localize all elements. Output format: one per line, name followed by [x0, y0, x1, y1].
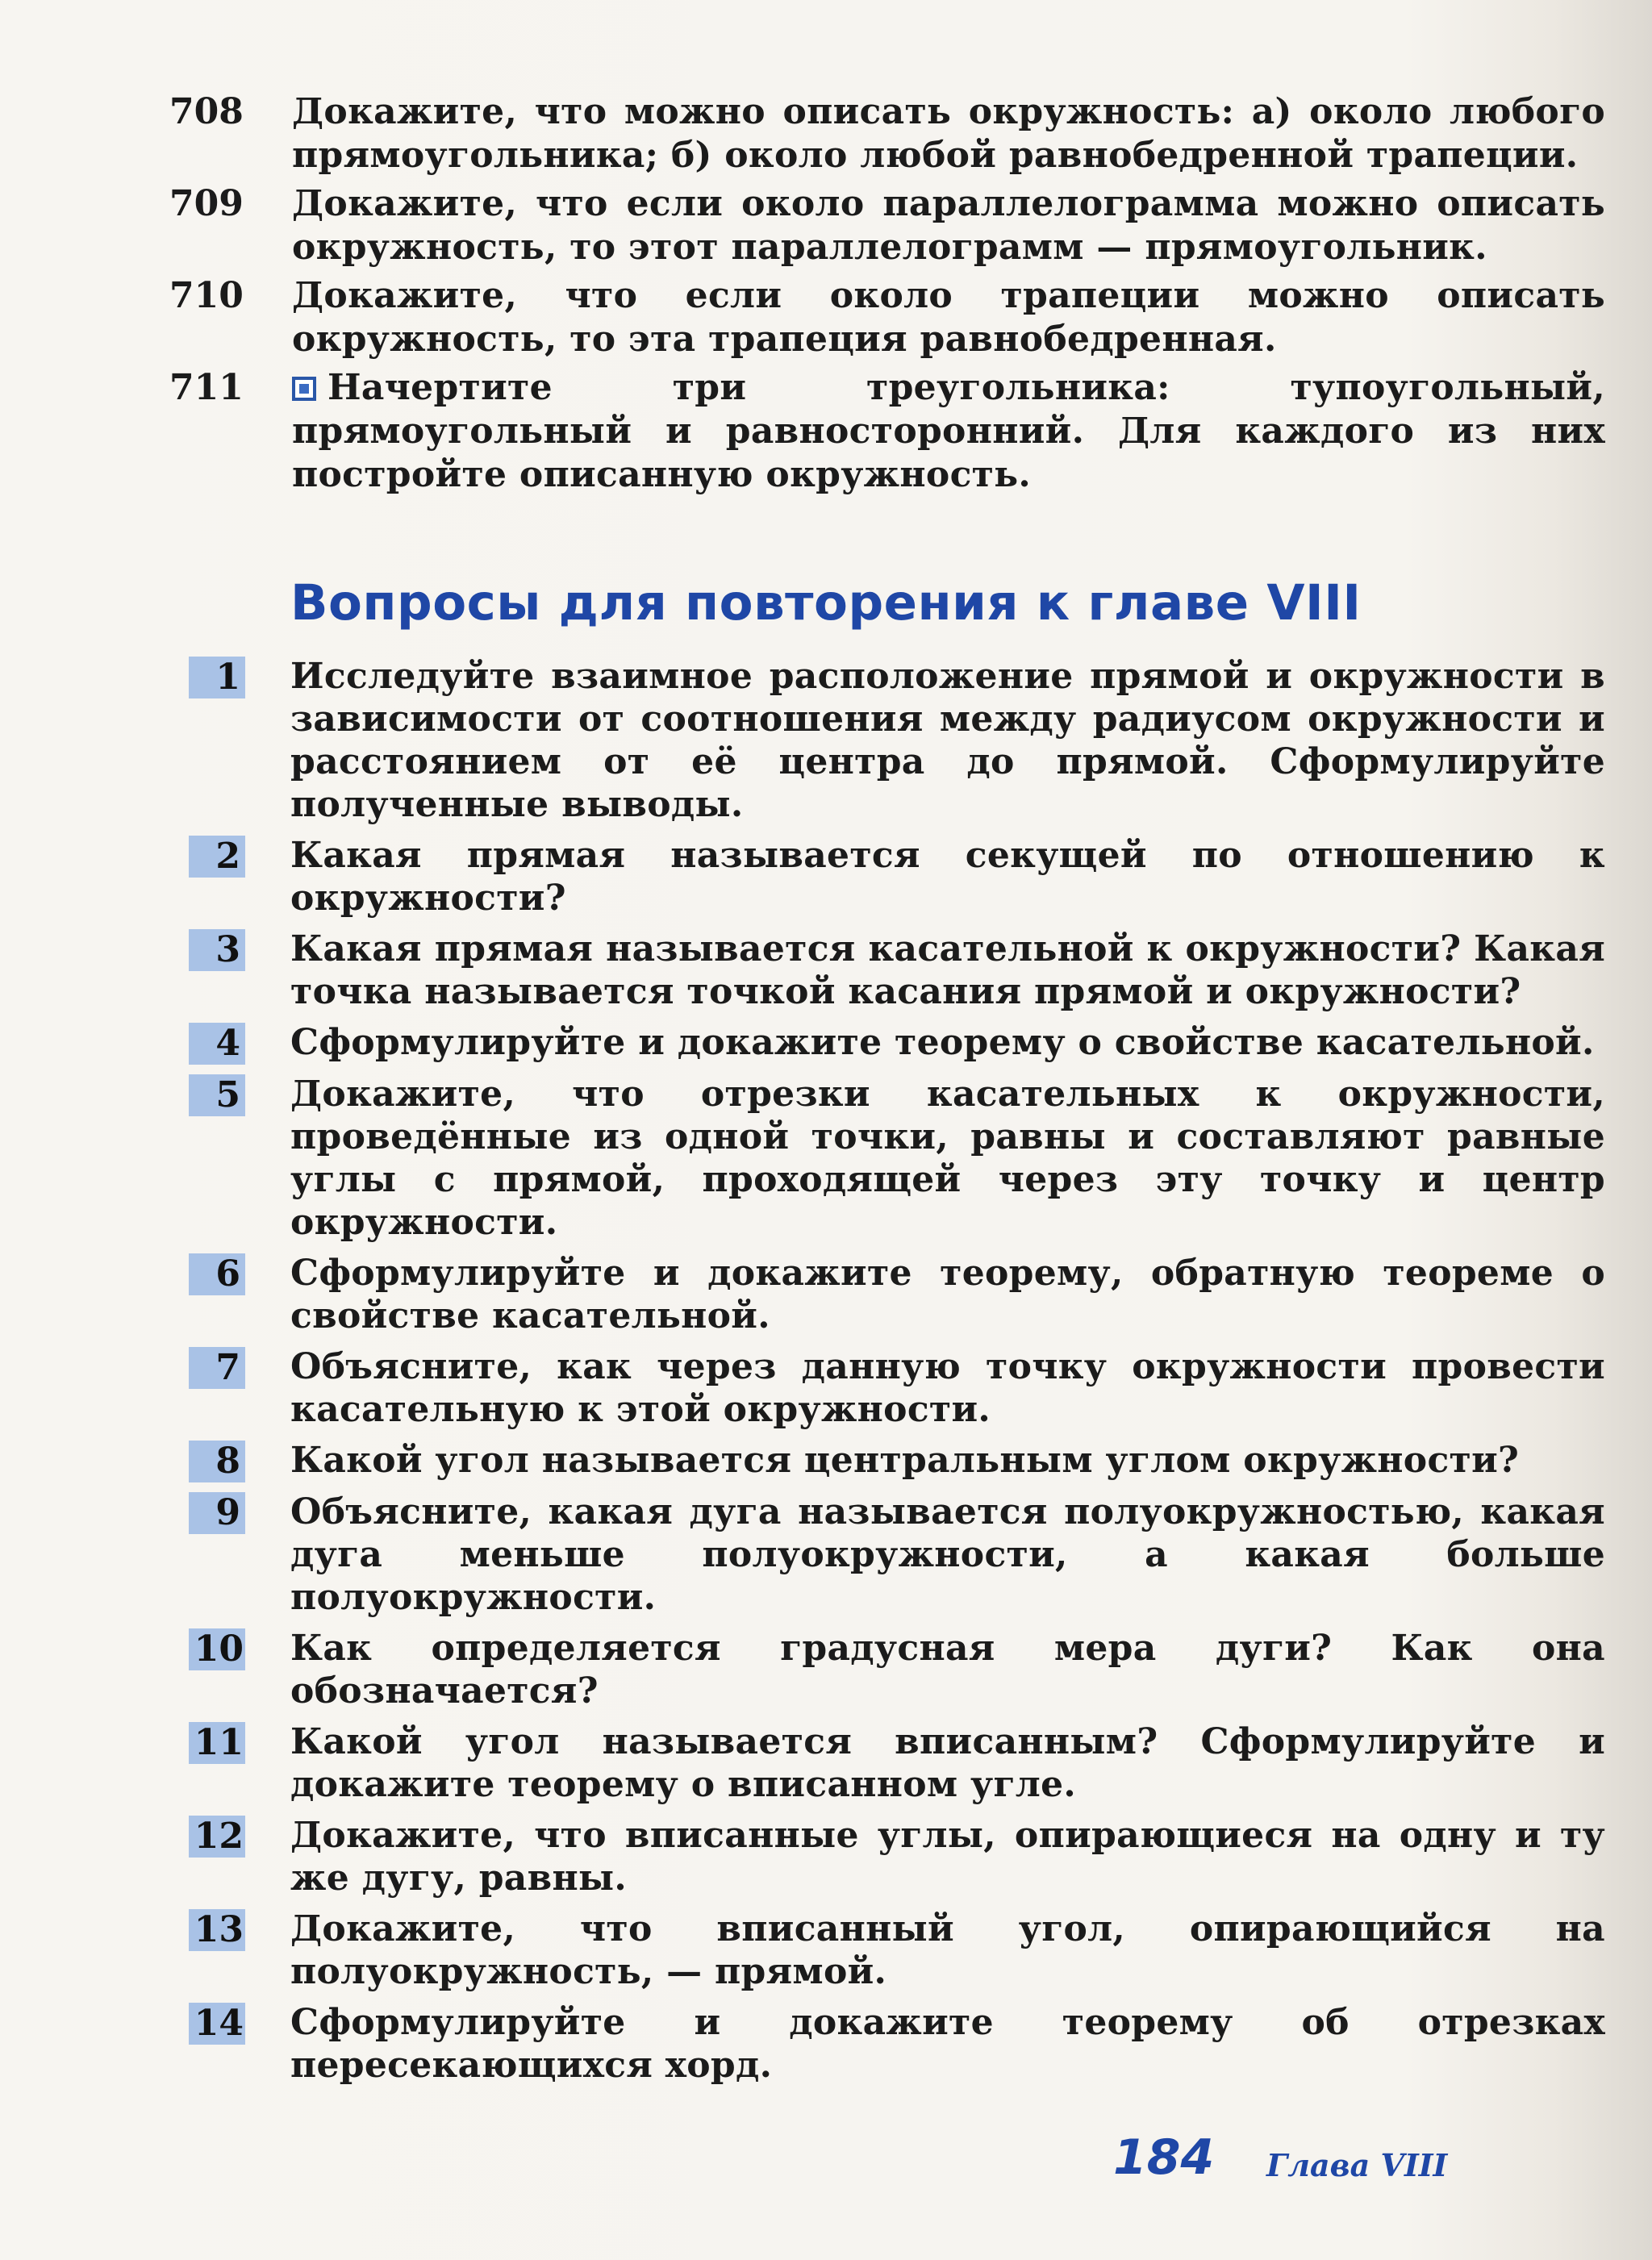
- question-number-badge: 13: [189, 1909, 245, 1951]
- question-text: Какой угол называется вписанным? Сформулируйте и докажите теорему о вписанном угле.: [290, 1721, 1605, 1805]
- question-text: Исследуйте взаимное расположение прямой и окружности в зависимости от соотношения между радиусом окружности и расстоянием от её центра до прямой. Сформулируйте полученные выводы.: [290, 656, 1605, 825]
- question-text: Докажите, что вписанный угол, опирающийся на полуокружность, — прямой.: [290, 1908, 1605, 1992]
- question-item: [189, 928, 1605, 1013]
- question-text: Докажите, что отрезки касательных к окружности, проведённые из одной точки, равны и составляют равные углы с прямой, проходящей через эту точку и центр окружности.: [290, 1074, 1605, 1243]
- question-number-badge: 5: [189, 1074, 245, 1116]
- section-heading: Вопросы для повторения к главе VIII: [290, 574, 1362, 632]
- question-item: [189, 1908, 1605, 1993]
- page-number: 184: [1113, 2129, 1215, 2186]
- problem-number: 710: [169, 275, 244, 316]
- practical-task-square-icon: [292, 377, 316, 401]
- problem-number: 711: [169, 367, 244, 408]
- question-number-badge: 14: [189, 2003, 245, 2045]
- question-item: [189, 1021, 1605, 1065]
- question-item: [189, 1491, 1605, 1619]
- problem-text: Докажите, что можно описать окружность: а) около любого прямоугольника; б) около любой равнобедренной трапеции.: [292, 91, 1605, 176]
- question-text: Какой угол называется центральным углом окружности?: [290, 1440, 1520, 1481]
- question-item: [189, 1439, 1605, 1482]
- question-item: [189, 1073, 1605, 1244]
- question-text: Как определяется градусная мера дуги? Как она обозначается?: [290, 1628, 1605, 1712]
- question-number-badge: 11: [189, 1722, 245, 1764]
- problem-item: [169, 90, 1605, 177]
- problem-item: [169, 366, 1605, 497]
- question-item: [189, 1720, 1605, 1806]
- problem-item: [169, 182, 1605, 269]
- question-number-badge: 7: [189, 1347, 245, 1389]
- problem-item: [169, 274, 1605, 361]
- question-text: Объясните, как через данную точку окружности провести касательную к этой окружности.: [290, 1346, 1605, 1430]
- question-number-badge: 10: [189, 1628, 245, 1670]
- question-text: Докажите, что вписанные углы, опирающиеся на одну и ту же дугу, равны.: [290, 1815, 1605, 1899]
- problem-text: Докажите, что если около трапеции можно описать окружность, то эта трапеция равнобедренная.: [292, 275, 1605, 360]
- problem-number: 709: [169, 183, 244, 224]
- question-number-badge: 2: [189, 836, 245, 878]
- question-number-badge: 6: [189, 1253, 245, 1295]
- problems-list: [169, 90, 1605, 502]
- question-text: Какая прямая называется секущей по отношению к окружности?: [290, 835, 1605, 919]
- question-text: Какая прямая называется касательной к окружности? Какая точка называется точкой касания прямой и окружности?: [290, 928, 1605, 1012]
- question-text: Объясните, какая дуга называется полуокружностью, какая дуга меньше полуокружности, а какая больше полуокружности.: [290, 1491, 1605, 1618]
- question-number-badge: 3: [189, 929, 245, 971]
- question-item: [189, 1345, 1605, 1431]
- problem-number: 708: [169, 91, 244, 132]
- review-questions-list: [189, 655, 1605, 2095]
- problem-text: Докажите, что если около параллелограмма можно описать окружность, то этот параллелограмм — прямоугольник.: [292, 183, 1605, 268]
- problem-text: Начертите три треугольника: тупоугольный, прямоугольный и равносторонний. Для каждого из них постройте описанную окружность.: [292, 367, 1605, 495]
- question-item: [189, 1814, 1605, 1899]
- question-number-badge: 9: [189, 1492, 245, 1534]
- question-item: [189, 834, 1605, 919]
- question-text: Сформулируйте и докажите теорему о свойстве касательной.: [290, 1022, 1595, 1063]
- question-number-badge: 1: [189, 657, 245, 698]
- question-number-badge: 8: [189, 1441, 245, 1482]
- chapter-label: Глава VIII: [1266, 2147, 1448, 2183]
- question-item: [189, 1252, 1605, 1337]
- question-text: Сформулируйте и докажите теорему, обратную теореме о свойстве касательной.: [290, 1253, 1605, 1336]
- question-item: [189, 655, 1605, 826]
- question-item: [189, 2001, 1605, 2087]
- question-number-badge: 4: [189, 1023, 245, 1065]
- question-text: Сформулируйте и докажите теорему об отрезках пересекающихся хорд.: [290, 2002, 1605, 2086]
- question-number-badge: 12: [189, 1816, 245, 1858]
- question-item: [189, 1627, 1605, 1712]
- problem-text-wrapper: [292, 366, 1605, 497]
